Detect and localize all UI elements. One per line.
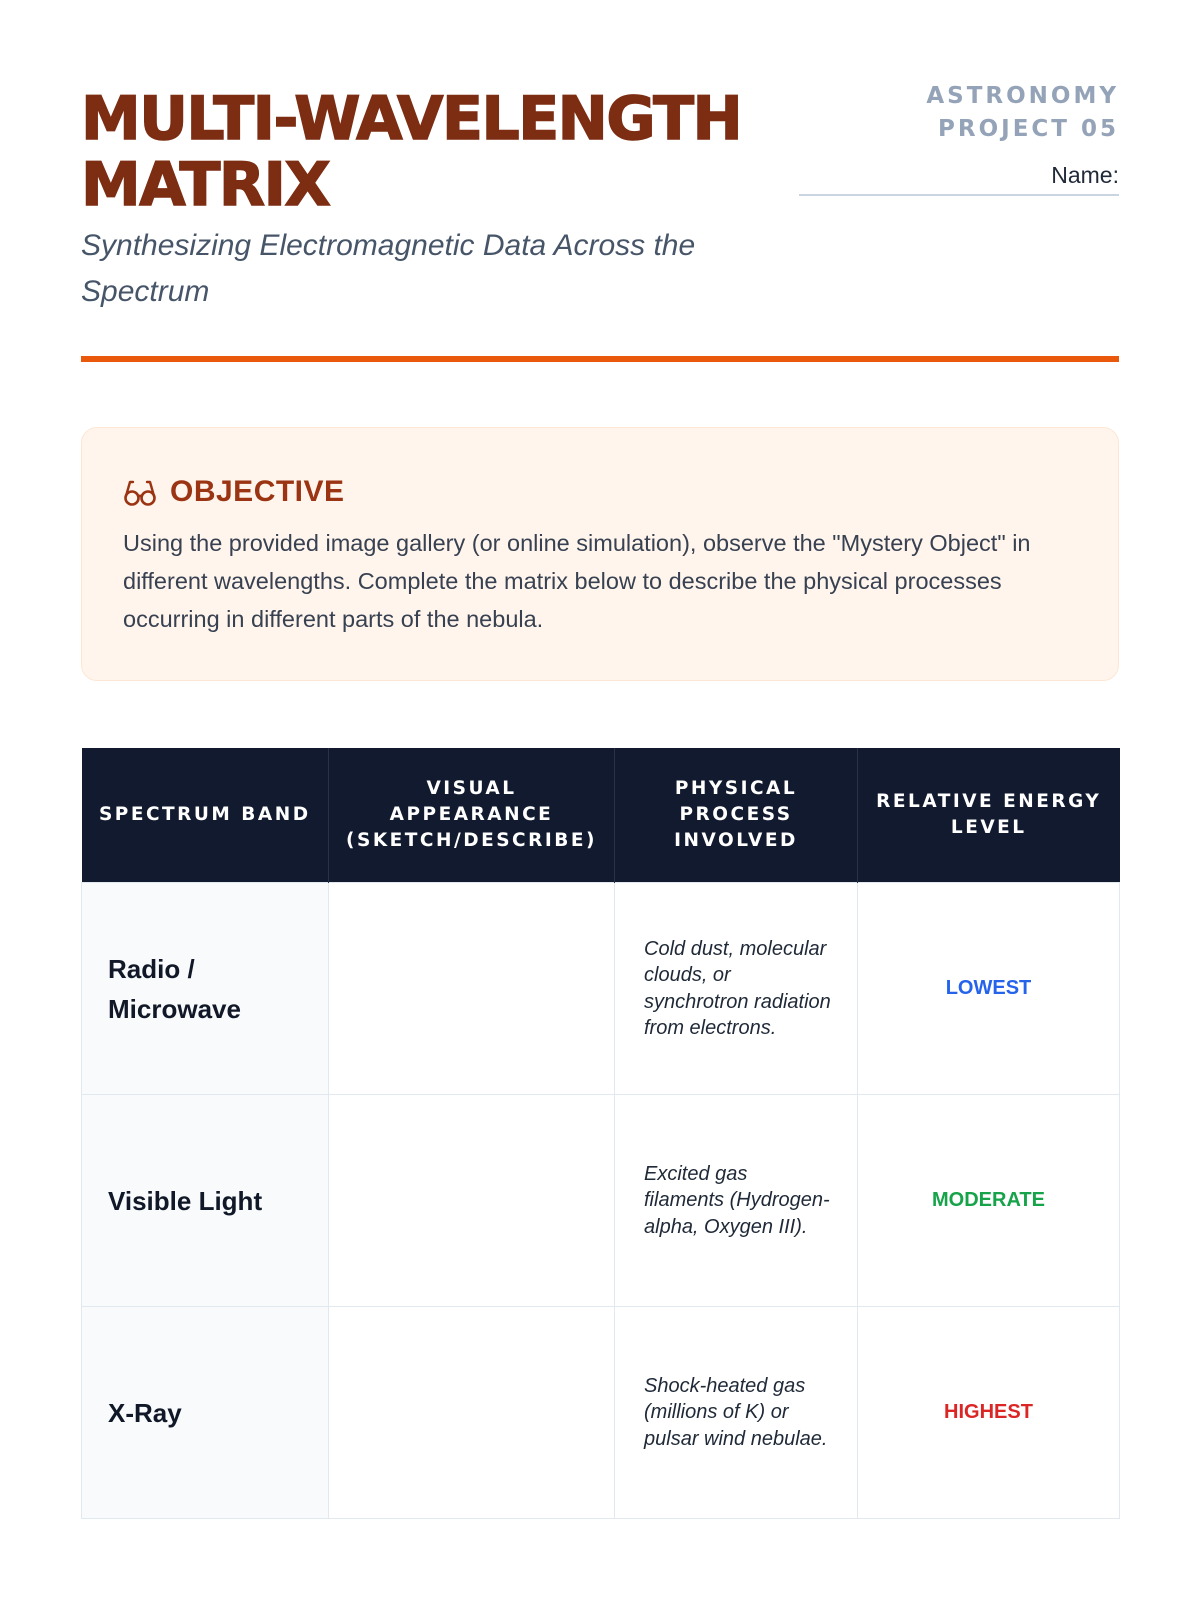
column-header-visual-appearance: VISUAL APPEARANCE (SKETCH/DESCRIBE) bbox=[329, 748, 615, 883]
worksheet-header bbox=[81, 80, 1119, 360]
visual-appearance-cell[interactable] bbox=[329, 883, 615, 1095]
energy-level-cell: HIGHEST bbox=[858, 1307, 1120, 1519]
visual-appearance-cell[interactable] bbox=[329, 1095, 615, 1307]
process-cell: Shock-heated gas (millions of K) or pulsar wind nebulae. bbox=[615, 1307, 858, 1519]
wavelength-matrix bbox=[81, 748, 1120, 1519]
band-cell: Radio / Microwave bbox=[82, 883, 329, 1095]
page-subtitle: Synthesizing Electromagnetic Data Across the Spectrum bbox=[81, 229, 696, 308]
objective-box bbox=[81, 427, 1119, 681]
process-cell: Cold dust, molecular clouds, or synchrotron radiation from electrons. bbox=[615, 883, 858, 1095]
project-meta bbox=[799, 80, 1119, 196]
objective-title: OBJECTIVE bbox=[170, 475, 345, 508]
column-header-physical-process: PHYSICAL PROCESS INVOLVED bbox=[615, 748, 858, 883]
table-header-row bbox=[82, 748, 1120, 883]
table-row bbox=[82, 883, 1120, 1095]
column-header-spectrum-band: SPECTRUM BAND bbox=[82, 748, 329, 883]
objective-heading bbox=[123, 472, 1077, 512]
process-cell: Excited gas filaments (Hydrogen-alpha, Oxygen III). bbox=[615, 1095, 858, 1307]
column-header-energy-level: RELATIVE ENERGY LEVEL bbox=[858, 748, 1120, 883]
energy-level-cell: LOWEST bbox=[858, 883, 1120, 1095]
table-row bbox=[82, 1095, 1120, 1307]
name-field[interactable] bbox=[799, 160, 1119, 196]
page-title: MULTI-WAVELENGTH MATRIX bbox=[81, 84, 742, 220]
objective-text: Using the provided image gallery (or online simulation), observe the "Mystery Object" in different wavelengths. Complete the matrix below to describe the physical processes occurring in different parts of the nebula. bbox=[123, 530, 1031, 632]
energy-level-cell: MODERATE bbox=[858, 1095, 1120, 1307]
name-label: Name: bbox=[1051, 162, 1119, 188]
band-cell: X-Ray bbox=[82, 1307, 329, 1519]
band-cell: Visible Light bbox=[82, 1095, 329, 1307]
table-row bbox=[82, 1307, 1120, 1519]
glasses-icon bbox=[123, 477, 157, 507]
project-label: ASTRONOMY PROJECT 05 bbox=[926, 83, 1119, 142]
header-divider bbox=[81, 356, 1119, 362]
visual-appearance-cell[interactable] bbox=[329, 1307, 615, 1519]
